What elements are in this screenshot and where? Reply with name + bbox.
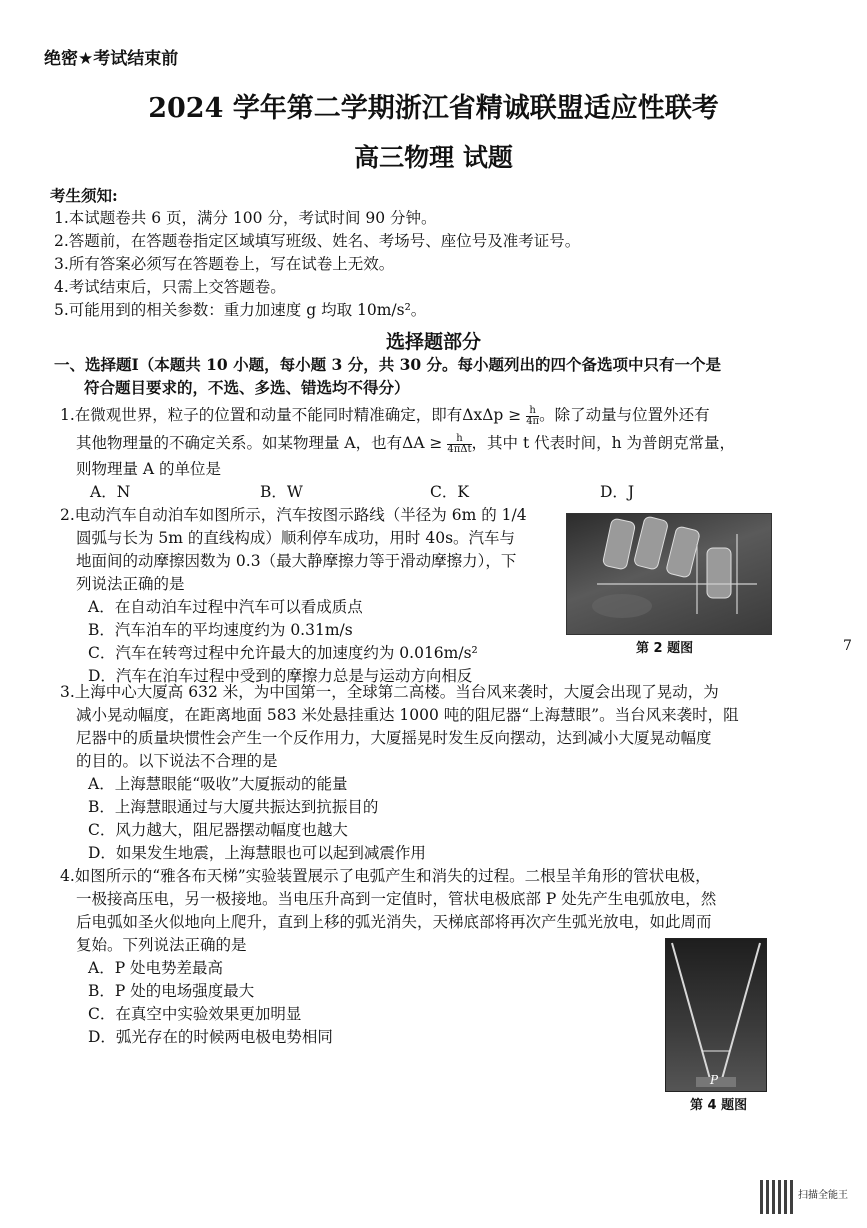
q3-option: D．如果发生地震，上海慧眼也可以起到减震作用 [88,844,426,862]
q4-line: 后电弧如圣火似地向上爬升，直到上移的弧光消失，天梯底部将再次产生弧光放电，如此周而 [76,913,712,931]
q2-line: 列说法正确的是 [76,575,185,593]
q2-option: D．汽车在泊车过程中受到的摩擦力总是与运动方向相反 [88,667,473,685]
option: D．J [600,483,635,501]
notice-item: 4.考试结束后，只需上交答题卷。 [54,278,286,296]
notice-item: 1.本试题卷共 6 页，满分 100 分，考试时间 90 分钟。 [54,209,437,227]
q1-options [90,482,770,502]
option: A．N [90,483,131,501]
q4-line: 一极接高压电，另一极接地。当电压升高到一定值时，管状电极底部 P 处先产生电弧放电，然 [76,890,717,908]
option: B．W [260,483,303,501]
exam-subtitle: 高三物理 试题 [354,143,513,172]
q4-line: 4.如图所示的“雅各布天梯”实验装置展示了电弧产生和消失的过程。二根呈羊角形的管状电极， [60,867,711,885]
notice-item: 2.答题前，在答题卷指定区域填写班级、姓名、考场号、座位号及准考证号。 [54,232,581,250]
parking-illustration [567,514,771,634]
section-instruction: 一、选择题Ⅰ（本题共 10 小题，每小题 3 分，共 30 分。每小题列出的四个备选项中只有一个是 [54,355,722,374]
side-mark: 7 [843,638,852,654]
q3-line: 3.上海中心大厦高 632 米，为中国第一，全球第二高楼。当台风来袭时，大厦会出现了晃动，为 [60,683,719,701]
q4-option: B．P 处的电场强度最大 [88,982,255,1000]
q4-option: C．在真空中实验效果更加明显 [88,1005,302,1023]
notice-item: 3.所有答案必须写在答题卷上，写在试卷上无效。 [54,255,395,273]
jacobs-ladder-photo [665,938,767,1092]
fraction: $\frac{h}{4\pi}$ [526,404,540,427]
electrodes-illustration [666,939,766,1091]
q3-line: 的目的。以下说法不合理的是 [76,752,278,770]
q2-line: 2.电动汽车自动泊车如图所示，汽车按图示路线（半径为 6m 的 1/4 [60,506,527,524]
q3-line: 减小晃动幅度，在距离地面 583 米处悬挂重达 1000 吨的阻尼器“上海慧眼”。当台风来袭时，阻 [76,706,739,724]
qr-code-icon [760,1180,794,1214]
q1-line: 其他物理量的不确定关系。如某物理量 A，也有ΔA ≥ $\frac{h}{\text{4πΔt}}$ ，其中 t 代表时间，h 为普朗克常量， [76,432,736,455]
section-title: 选择题部分 [385,331,481,353]
q2-option: B．汽车泊车的平均速度约为 0.31m/s [88,621,353,639]
q4-option: D．弧光存在的时候两电极电势相同 [88,1028,333,1046]
q4-figure-caption: 第 4 题图 [690,1098,748,1113]
q2-option: A．在自动泊车过程中汽车可以看成质点 [88,598,363,616]
q2-figure-caption: 第 2 题图 [636,641,694,656]
point-p-label: P [710,1073,719,1087]
confidential-label: 绝密★考试结束前 [44,49,179,69]
q3-option: B．上海慧眼通过与大厦共振达到抗振目的 [88,798,379,816]
q1-line: 1.在微观世界，粒子的位置和动量不能同时精准确定，即有ΔxΔp ≥ $\frac{h}{4\pi}$ 。除了动量与位置外还有 [60,404,710,427]
q2-option: C．汽车在转弯过程中允许最大的加速度约为 0.016m/s² [88,644,478,662]
q3-option: C．风力越大，阻尼器摆动幅度也越大 [88,821,348,839]
q1-stem: 则物理量 A 的单位是 [76,460,222,478]
notice-item: 5.可能用到的相关参数：重力加速度 g 均取 10m/s²。 [54,301,427,319]
exam-title: 2024 学年第二学期浙江省精诚联盟适应性联考 [148,93,719,124]
q4-line: 复始。下列说法正确的是 [76,936,247,954]
q2-line: 圆弧与长为 5m 的直线构成）顺利停车成功，用时 40s。汽车与 [76,529,516,547]
fraction: $\frac{h}{\text{4πΔt}}$ [447,432,472,455]
parking-photo [566,513,772,635]
notice-heading: 考生须知: [50,186,118,205]
q3-option: A．上海慧眼能“吸收”大厦振动的能量 [88,775,348,793]
option: C．K [430,483,469,501]
scanner-watermark: 扫描全能王 [798,1190,848,1201]
q2-line: 地面间的动摩擦因数为 0.3（最大静摩擦力等于滑动摩擦力），下 [76,552,517,570]
q4-option: A．P 处电势差最高 [88,959,224,977]
section-instruction-cont: 符合题目要求的，不选、多选、错选均不得分） [84,378,410,397]
q3-line: 尼器中的质量块惯性会产生一个反作用力，大厦摇晃时发生反向摆动，达到减小大厦晃动幅度 [76,729,712,747]
